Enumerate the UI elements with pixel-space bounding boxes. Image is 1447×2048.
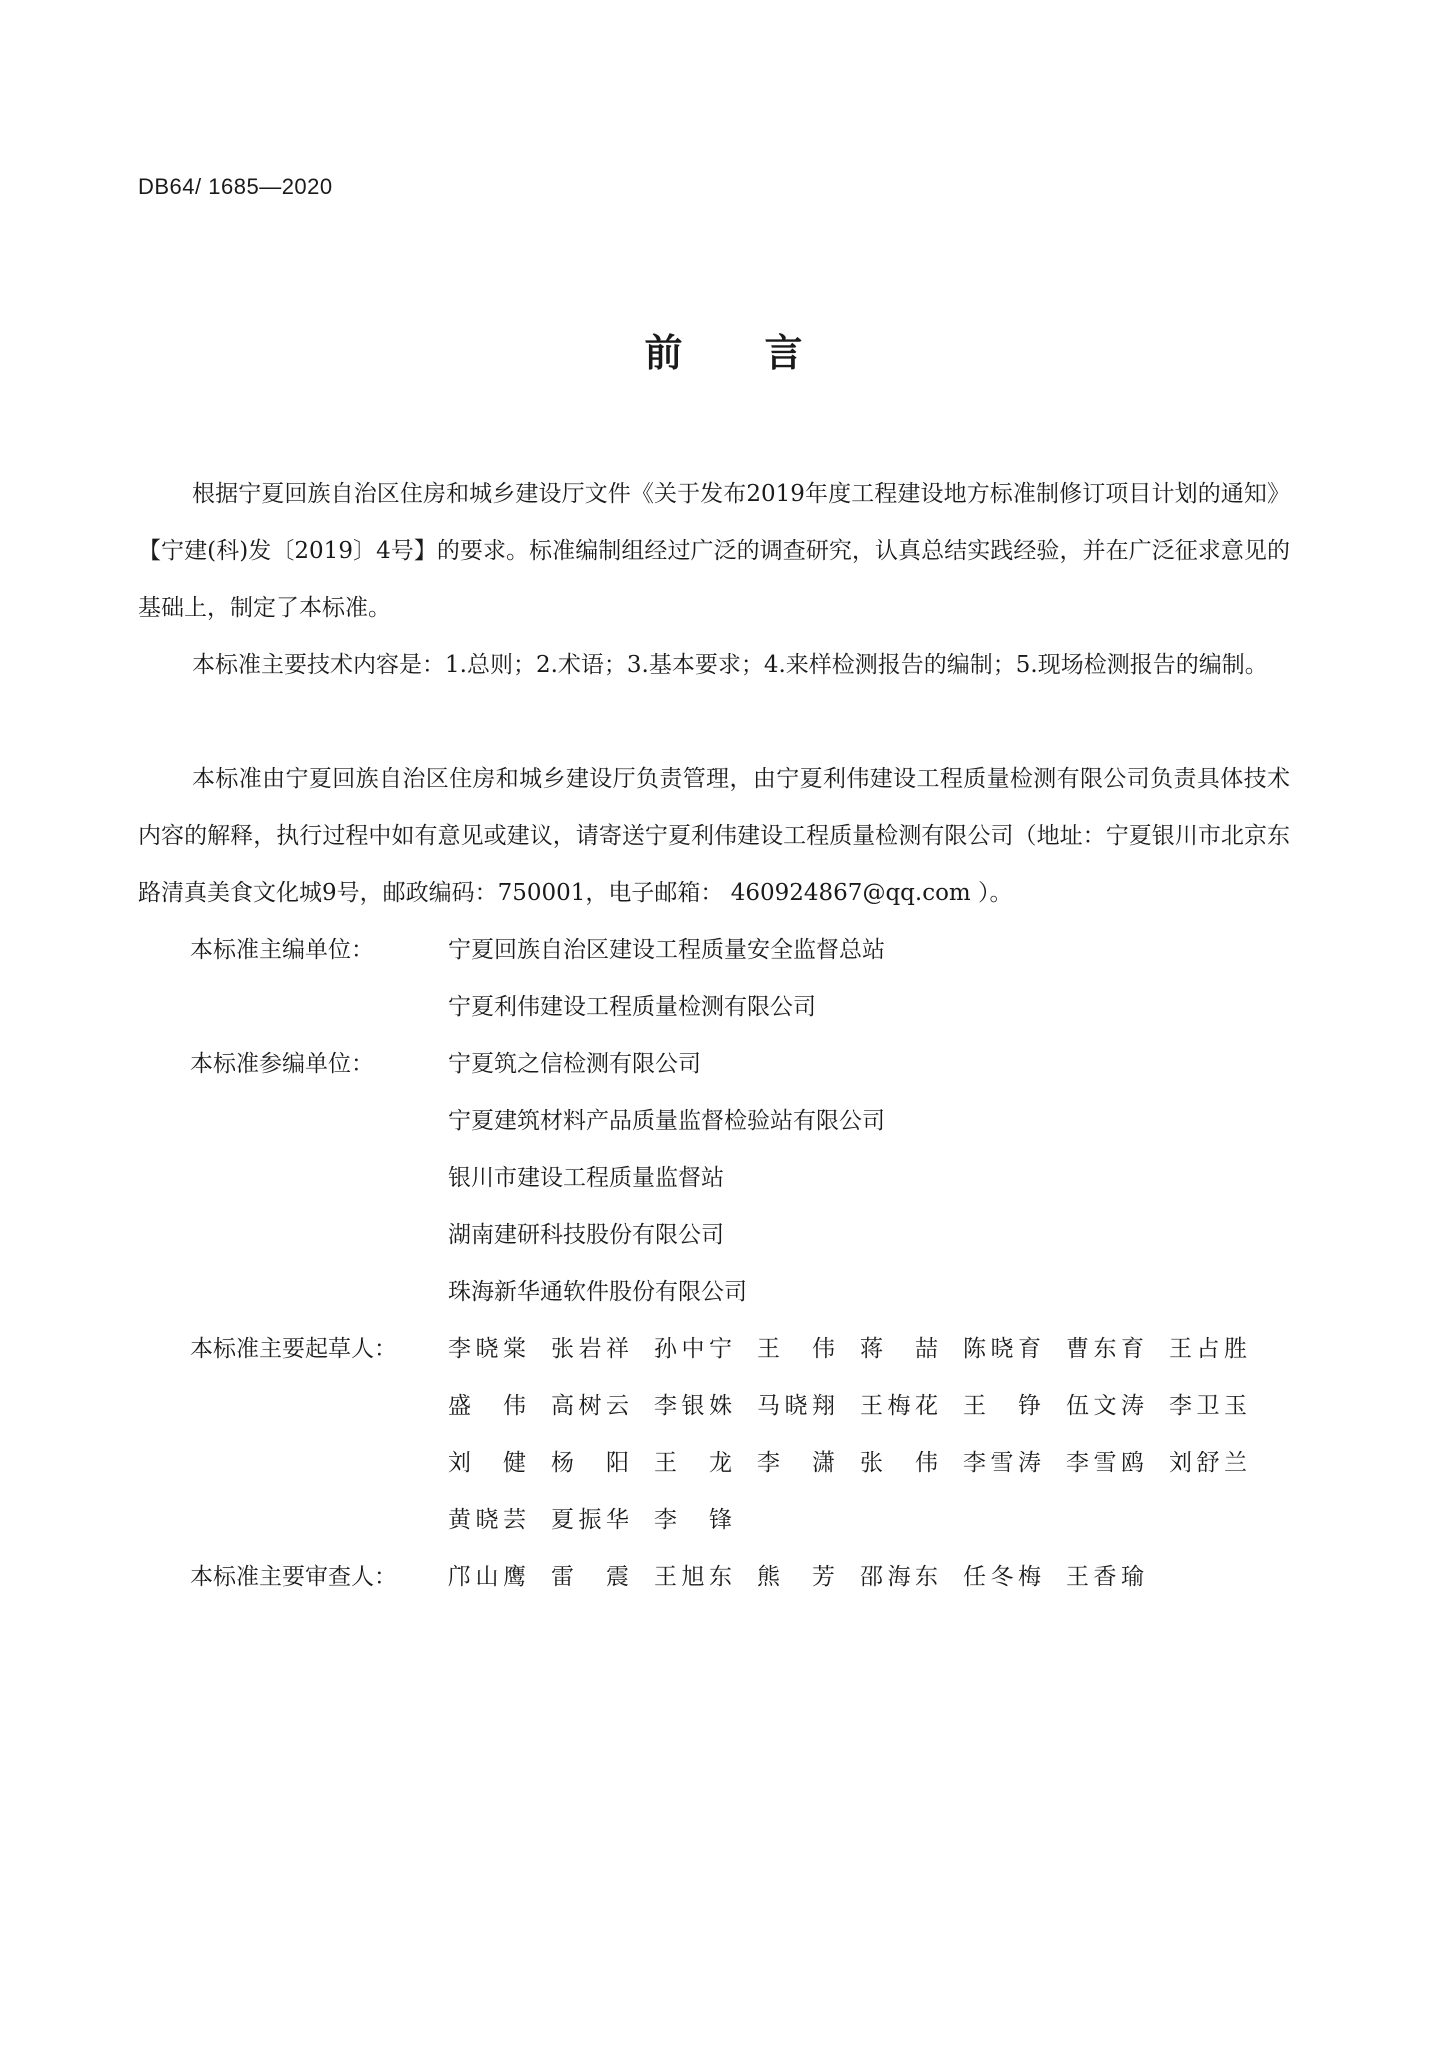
reviewer-name: 王旭东 xyxy=(654,1564,732,1590)
drafter-name: 张 伟 xyxy=(860,1450,938,1476)
drafter-name: 李 锋 xyxy=(654,1507,732,1533)
drafters-names xyxy=(448,1435,1272,1492)
participating-editor-unit: 宁夏筑之信检测有限公司 xyxy=(448,1051,701,1077)
drafter-name: 杨 阳 xyxy=(551,1450,629,1476)
reviewers-row xyxy=(190,1549,1272,1606)
drafter-name: 陈晓育 xyxy=(963,1336,1041,1362)
drafter-name: 王 伟 xyxy=(757,1336,835,1362)
reviewer-name: 邝山鹰 xyxy=(448,1564,526,1590)
drafters-names xyxy=(448,1492,757,1549)
drafters-row xyxy=(190,1378,1272,1435)
drafter-name: 李卫玉 xyxy=(1169,1393,1247,1419)
drafter-name: 盛 伟 xyxy=(448,1393,526,1419)
participating-editor-row xyxy=(190,1207,1272,1264)
page-title-char-2: 言 xyxy=(764,331,803,375)
drafter-name: 孙中宁 xyxy=(654,1336,732,1362)
chief-editor-row xyxy=(190,979,1272,1036)
participating-editor-unit: 珠海新华通软件股份有限公司 xyxy=(448,1279,747,1305)
drafter-name: 李雪鸥 xyxy=(1066,1450,1144,1476)
chief-editor-row xyxy=(190,922,1272,979)
drafter-name: 李晓棠 xyxy=(448,1336,526,1362)
participating-editor-label: 本标准参编单位： xyxy=(190,1051,374,1077)
drafter-name: 李雪涛 xyxy=(963,1450,1041,1476)
drafter-name: 李银姝 xyxy=(654,1393,732,1419)
participating-editor-row xyxy=(190,1036,1272,1093)
drafters-names xyxy=(448,1378,1272,1435)
drafter-name: 夏振华 xyxy=(551,1507,629,1533)
drafter-name: 蒋 喆 xyxy=(860,1336,938,1362)
drafter-name: 高树云 xyxy=(551,1393,629,1419)
drafters-row xyxy=(190,1321,1272,1378)
drafter-name: 刘舒兰 xyxy=(1169,1450,1247,1476)
drafters-label: 本标准主要起草人： xyxy=(190,1336,397,1362)
reviewer-name: 王香瑜 xyxy=(1066,1564,1144,1590)
document-code: DB64/ 1685—2020 xyxy=(138,174,333,199)
reviewer-name: 雷 震 xyxy=(551,1564,629,1590)
drafter-name: 王占胜 xyxy=(1169,1336,1247,1362)
participating-editor-row xyxy=(190,1093,1272,1150)
foreword-paragraph-management: 本标准由宁夏回族自治区住房和城乡建设厅负责管理，由宁夏利伟建设工程质量检测有限公司负责具体技术内容的解释，执行过程中如有意见或建议，请寄送宁夏利伟建设工程质量检测有限公司（地址：宁夏银川市北京东路清真美食文化城9号，邮政编码：750001，电子邮箱： 460924867@qq.com ）。 xyxy=(138,766,1290,906)
reviewer-name: 任冬梅 xyxy=(963,1564,1041,1590)
participating-editor-row xyxy=(190,1264,1272,1321)
reviewers-names xyxy=(448,1549,1169,1606)
drafter-name: 刘 健 xyxy=(448,1450,526,1476)
participating-editor-unit: 银川市建设工程质量监督站 xyxy=(448,1165,724,1191)
drafters-names xyxy=(448,1321,1272,1378)
drafter-name: 黄晓芸 xyxy=(448,1507,526,1533)
reviewers-label: 本标准主要审查人： xyxy=(190,1564,397,1590)
participating-editor-unit: 宁夏建筑材料产品质量监督检验站有限公司 xyxy=(448,1108,885,1134)
page-title xyxy=(0,322,1447,377)
drafter-name: 曹东育 xyxy=(1066,1336,1144,1362)
drafter-name: 伍文涛 xyxy=(1066,1393,1144,1419)
drafter-name: 王 龙 xyxy=(654,1450,732,1476)
drafter-name: 张岩祥 xyxy=(551,1336,629,1362)
drafter-name: 王 铮 xyxy=(963,1393,1041,1419)
reviewer-name: 熊 芳 xyxy=(757,1564,835,1590)
foreword-paragraph-basis: 根据宁夏回族自治区住房和城乡建设厅文件《关于发布2019年度工程建设地方标准制修订项目计划的通知》【宁建(科)发〔2019〕4号】的要求。标准编制组经过广泛的调查研究，认真总结实践经验，并在广泛征求意见的基础上，制定了本标准。 xyxy=(138,481,1290,621)
drafter-name: 王梅花 xyxy=(860,1393,938,1419)
chief-editor-unit: 宁夏回族自治区建设工程质量安全监督总站 xyxy=(448,937,885,963)
chief-editor-label: 本标准主编单位： xyxy=(190,937,374,963)
foreword-paragraph-contents: 本标准主要技术内容是：1.总则；2.术语；3.基本要求；4.来样检测报告的编制；5.现场检测报告的编制。 xyxy=(192,652,1268,678)
drafters-row xyxy=(190,1435,1272,1492)
chief-editor-unit: 宁夏利伟建设工程质量检测有限公司 xyxy=(448,994,816,1020)
participating-editor-row xyxy=(190,1150,1272,1207)
participating-editor-unit: 湖南建研科技股份有限公司 xyxy=(448,1222,724,1248)
drafters-row xyxy=(190,1492,1272,1549)
contributors-roster xyxy=(190,922,1272,1606)
drafter-name: 李 潇 xyxy=(757,1450,835,1476)
drafter-name: 马晓翔 xyxy=(757,1393,835,1419)
page-title-char-1: 前 xyxy=(644,331,683,375)
reviewer-name: 邵海东 xyxy=(860,1564,938,1590)
